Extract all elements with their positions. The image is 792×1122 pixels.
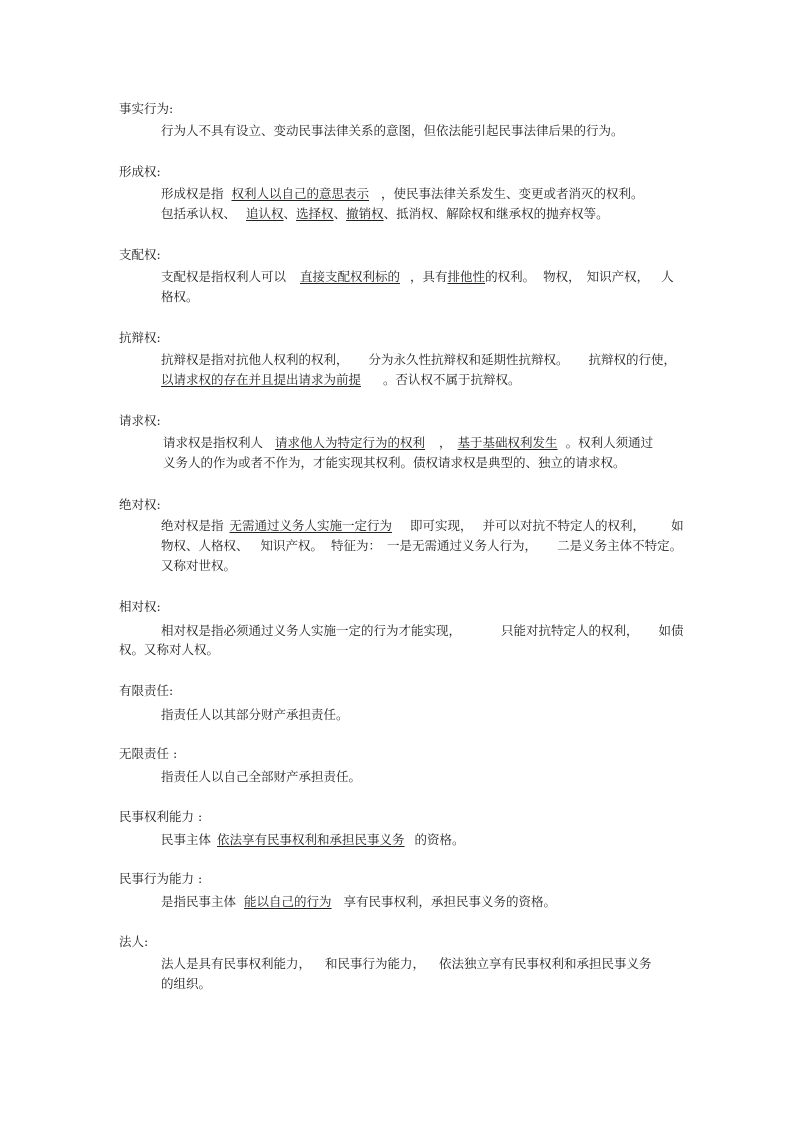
text-run: 权。又称对人权。 (119, 642, 220, 657)
text-run: ， (439, 435, 452, 450)
text-run: 。权利人须通过 (565, 435, 654, 450)
text-run: 行为人不具有设立、变动民事法律关系的意图，但依法能引起民事法律后果的行为。 (161, 123, 624, 138)
term-title: 绝对权: (119, 497, 161, 512)
text-run: 即可实现， (410, 518, 473, 533)
text-run: 的资格。 (414, 832, 465, 847)
term-title: 民事行为能力 : (119, 871, 203, 886)
text-run: 、 (333, 206, 347, 221)
definition-line (161, 622, 684, 640)
text-run: 的权利。 (485, 269, 536, 284)
definition-line (161, 517, 684, 535)
definition-line (163, 434, 653, 452)
term-title: 抗辩权: (119, 330, 161, 345)
text-run: 、抵消权、解除权和继承权的抛弃权等。 (383, 206, 609, 221)
definition-line (161, 557, 236, 575)
text-run: 支配权是指权利人可以 (161, 269, 287, 284)
underlined-blank: 排他性 (447, 269, 486, 284)
term-title: 法人: (119, 934, 149, 949)
text-run: 如债 (658, 623, 684, 638)
text-run: 又称对世权。 (161, 558, 237, 573)
definition-line (161, 268, 674, 286)
text-run: 抗辩权的行使， (588, 352, 677, 367)
definition-line (163, 454, 626, 472)
text-run: 并可以对抗不特定人的权利， (482, 518, 646, 533)
text-run: 义务人的作为或者不作为，才能实现其权利。债权请求权是典型的、独立的请求权。 (163, 455, 626, 470)
text-run: 指责任人以自己全部财产承担责任。 (161, 769, 362, 784)
underlined-blank: 基于基础权利发生 (457, 435, 558, 450)
underlined-blank: 权利人以自己的意思表示 (231, 186, 370, 201)
definition-line (161, 288, 199, 306)
text-run: 一是无需通过义务人行为， (387, 538, 538, 553)
underlined-blank: 请求他人为特定行为的权利 (275, 435, 426, 450)
text-run: 分为永久性抗辩权和延期性抗辩权。 (368, 352, 569, 367)
text-run: 是指民事主体 (161, 894, 237, 909)
term-title: 民事权利能力 : (119, 809, 203, 824)
underlined-blank: 无需通过义务人实施一定行为 (229, 518, 393, 533)
definition-line (161, 205, 609, 223)
definition-line (161, 537, 682, 555)
text-run: 人 (661, 269, 674, 284)
definition-line (161, 768, 361, 786)
underlined-blank: 以请求权的存在并且提出请求为前提 (161, 372, 362, 387)
text-run: 只能对抗特定人的权利， (501, 623, 639, 638)
definition-line (161, 706, 349, 724)
underlined-blank: 撤销权 (346, 206, 384, 221)
text-run: 二是义务主体不特定。 (557, 538, 683, 553)
term-title: 相对权: (119, 599, 161, 614)
text-run: 请求权是指权利人 (163, 435, 264, 450)
definition-line (161, 371, 521, 389)
text-run: 特征为： (331, 538, 382, 553)
text-run: ，使民事法律关系发生、变更或者消灭的权利。 (381, 186, 644, 201)
text-run: 物权， (543, 269, 581, 284)
text-run: 物权、人格权、 (161, 538, 249, 553)
text-run: 。否认权不属于抗辩权。 (383, 372, 521, 387)
text-run: 形成权是指 (161, 186, 224, 201)
text-run: 知识产权。 (260, 538, 324, 553)
text-run: 法人是具有民事权利能力， (161, 956, 312, 971)
text-run: 、 (283, 206, 297, 221)
underlined-blank: 选择权 (296, 206, 334, 221)
text-run: 知识产权， (586, 269, 650, 284)
definition-line (161, 351, 676, 369)
underlined-blank: 能以自己的行为 (244, 894, 332, 909)
text-run: ，具有 (410, 269, 448, 284)
term-title: 有限责任: (119, 683, 174, 698)
text-run: 格权。 (161, 289, 199, 304)
text-run: 抗辩权是指对抗他人权利的权利， (161, 352, 349, 367)
definition-line (161, 975, 211, 993)
definition-line (161, 185, 644, 203)
underlined-blank: 依法享有民事权利和承担民事义务 (217, 832, 405, 847)
term-title: 事实行为: (119, 101, 174, 116)
definition-line (161, 955, 652, 973)
term-title: 请求权: (119, 413, 161, 428)
definition-line (161, 122, 624, 140)
text-run: 如 (671, 518, 684, 533)
term-title: 支配权: (119, 247, 161, 262)
definition-line (119, 641, 219, 659)
text-run: 依法独立享有民事权利和承担民事义务 (439, 956, 652, 971)
text-run: 享有民事权利，承担民事义务的资格。 (343, 894, 557, 909)
text-run: 的组织。 (161, 976, 212, 991)
term-title: 形成权: (119, 164, 161, 179)
underlined-blank: 直接支配权利标的 (300, 269, 401, 284)
text-run: 民事主体 (161, 832, 212, 847)
definition-line (161, 893, 556, 911)
text-run: 和民事行为能力， (325, 956, 426, 971)
underlined-blank: 追认权 (246, 206, 284, 221)
term-title: 无限责任 : (119, 746, 178, 761)
text-run: 相对权是指必须通过义务人实施一定的行为才能实现， (161, 623, 462, 638)
text-run: 指责任人以其部分财产承担责任。 (161, 707, 349, 722)
text-run: 绝对权是指 (161, 518, 224, 533)
definition-line (161, 831, 465, 849)
text-run: 包括承认权、 (161, 206, 237, 221)
